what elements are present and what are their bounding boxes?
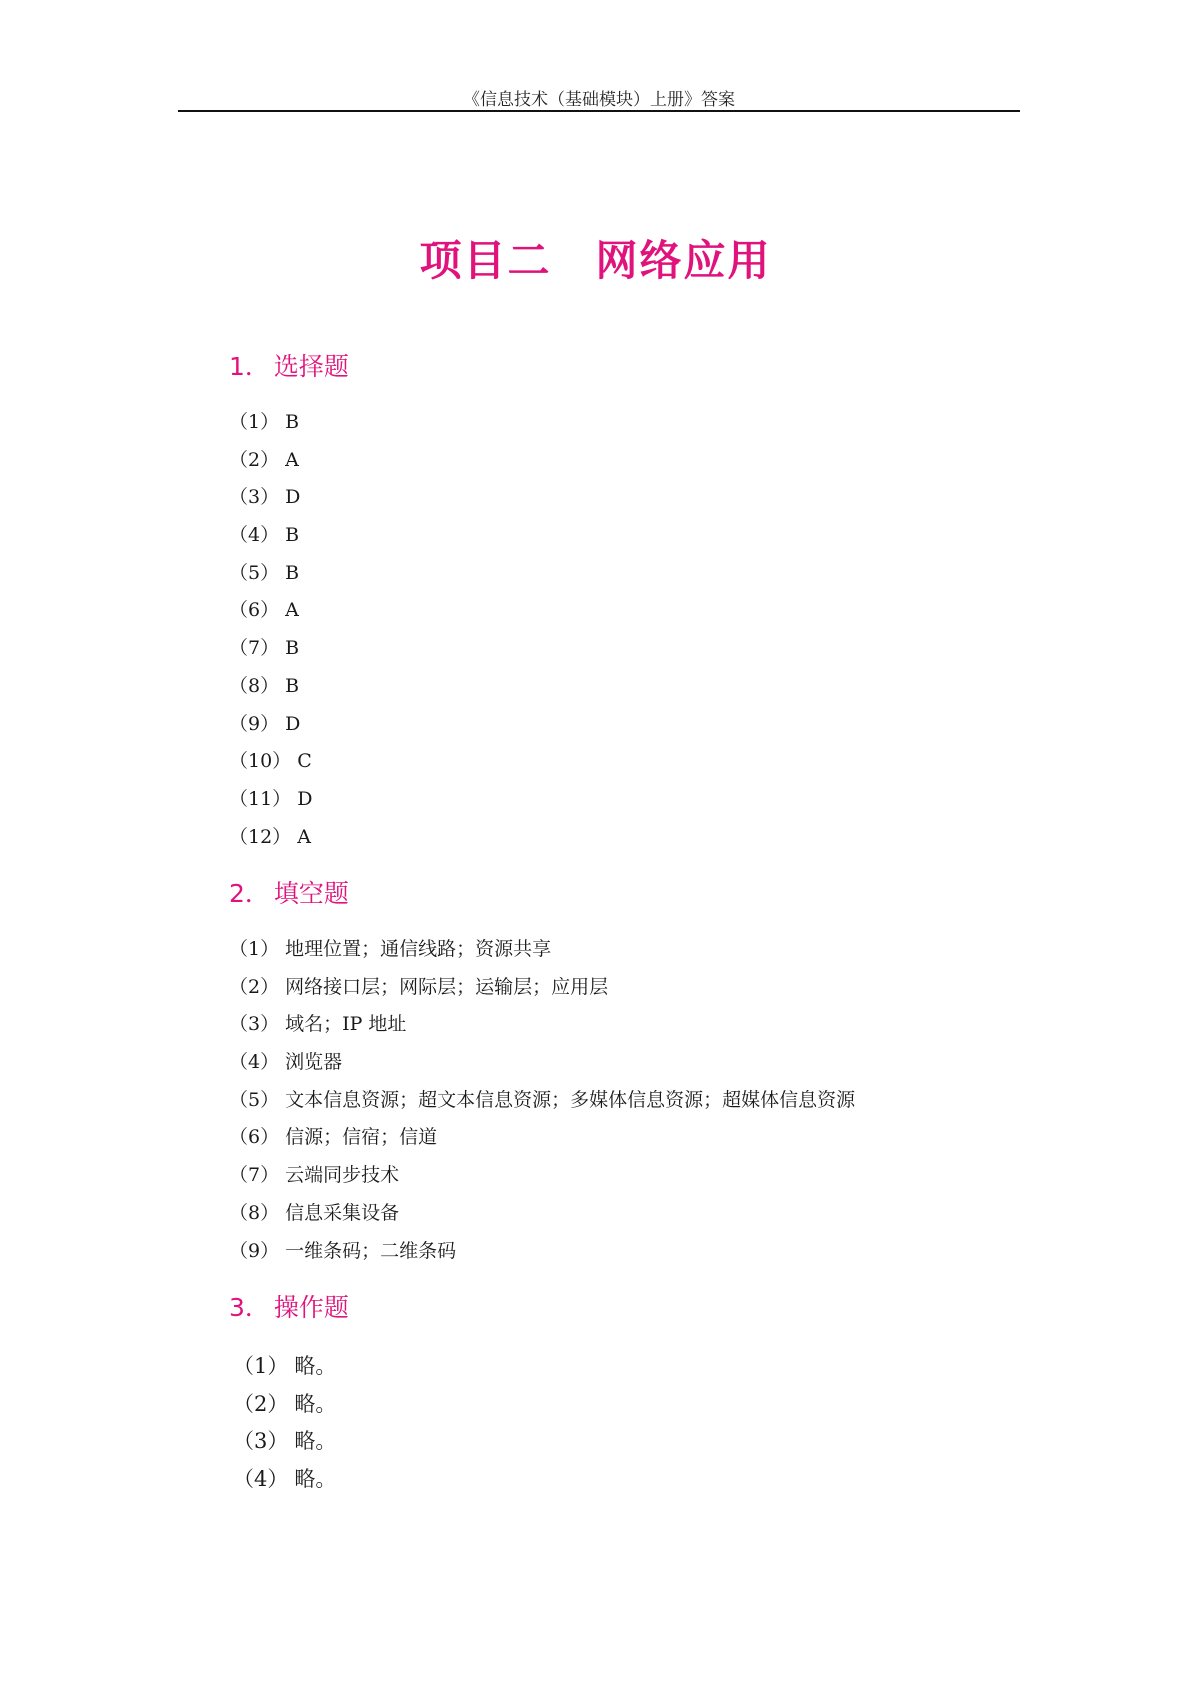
item-label: （12） bbox=[229, 825, 292, 848]
item-answer: 一维条码；二维条码 bbox=[285, 1239, 457, 1262]
list-item bbox=[229, 517, 312, 555]
item-label: （5） bbox=[229, 561, 280, 584]
item-label: （1） bbox=[229, 411, 280, 433]
section-number: 3． bbox=[229, 1293, 270, 1322]
item-label: （1） bbox=[233, 1354, 289, 1378]
page-header: 《信息技术（基础模块）上册》答案 bbox=[463, 90, 735, 110]
list-item bbox=[229, 1233, 855, 1271]
item-label: （2） bbox=[229, 975, 280, 998]
list-item bbox=[229, 1044, 855, 1082]
item-answer: C bbox=[297, 750, 312, 773]
header-rule bbox=[178, 110, 1020, 112]
item-answer: 浏览器 bbox=[285, 1051, 343, 1074]
list-item bbox=[233, 1461, 336, 1499]
list-item bbox=[229, 743, 312, 781]
section-title: 填空题 bbox=[273, 879, 349, 908]
item-answer: 地理位置；通信线路；资源共享 bbox=[285, 938, 552, 960]
item-answer: B bbox=[285, 524, 300, 547]
item-label: （6） bbox=[229, 599, 280, 622]
page-title bbox=[0, 228, 1191, 288]
item-answer: D bbox=[297, 787, 313, 810]
item-answer: B bbox=[285, 411, 300, 433]
list-item bbox=[229, 706, 312, 744]
item-label: （3） bbox=[233, 1429, 289, 1454]
list-item bbox=[229, 555, 312, 593]
item-answer: B bbox=[285, 674, 300, 697]
list-item bbox=[229, 404, 312, 442]
item-label: （3） bbox=[229, 486, 280, 509]
item-label: （6） bbox=[229, 1126, 280, 1149]
list-item bbox=[229, 781, 312, 819]
section-number: 1． bbox=[229, 352, 270, 381]
item-label: （10） bbox=[229, 750, 292, 773]
list-item bbox=[233, 1348, 336, 1386]
list-item bbox=[229, 969, 855, 1007]
list-item bbox=[229, 592, 312, 630]
item-label: （2） bbox=[233, 1391, 289, 1416]
list-item bbox=[229, 1157, 855, 1195]
section-heading-practical bbox=[229, 1288, 349, 1324]
item-answer: 略。 bbox=[294, 1354, 337, 1378]
item-answer: 略。 bbox=[294, 1467, 337, 1492]
section-title: 选择题 bbox=[273, 352, 349, 381]
list-item bbox=[229, 630, 312, 668]
item-answer: D bbox=[285, 712, 301, 735]
item-answer: B bbox=[285, 561, 300, 584]
section-number: 2． bbox=[229, 879, 270, 908]
item-label: （1） bbox=[229, 938, 280, 960]
item-answer: 网络接口层；网际层；运输层；应用层 bbox=[285, 975, 609, 998]
list-item bbox=[229, 479, 312, 517]
list-item bbox=[229, 668, 312, 706]
section-title: 操作题 bbox=[273, 1293, 349, 1322]
item-answer: 域名；IP 地址 bbox=[285, 1013, 407, 1036]
list-item bbox=[229, 1195, 855, 1233]
item-answer: A bbox=[285, 599, 299, 622]
item-label: （7） bbox=[229, 1164, 280, 1187]
item-label: （9） bbox=[229, 712, 280, 735]
item-answer: 信源；信宿；信道 bbox=[285, 1126, 438, 1149]
list-item bbox=[229, 1119, 855, 1157]
item-label: （2） bbox=[229, 448, 280, 471]
item-answer: 略。 bbox=[294, 1429, 337, 1454]
item-answer: 文本信息资源；超文本信息资源；多媒体信息资源；超媒体信息资源 bbox=[285, 1088, 856, 1111]
item-label: （4） bbox=[229, 524, 280, 547]
item-label: （8） bbox=[229, 674, 280, 697]
item-label: （5） bbox=[229, 1088, 280, 1111]
list-item bbox=[229, 442, 312, 480]
item-label: （11） bbox=[229, 787, 292, 810]
item-label: （7） bbox=[229, 637, 280, 660]
practical-answers bbox=[233, 1348, 336, 1499]
list-item bbox=[229, 931, 855, 969]
list-item bbox=[229, 819, 312, 857]
item-label: （4） bbox=[229, 1051, 280, 1074]
list-item bbox=[233, 1386, 336, 1424]
list-item bbox=[229, 1082, 855, 1120]
item-label: （8） bbox=[229, 1201, 280, 1224]
item-label: （4） bbox=[233, 1467, 289, 1492]
title-project-number: 项目二 bbox=[419, 236, 552, 285]
multiple-choice-answers bbox=[229, 404, 312, 856]
list-item bbox=[233, 1423, 336, 1461]
section-heading-fill-in-blank bbox=[229, 874, 349, 910]
item-answer: 略。 bbox=[294, 1391, 337, 1416]
item-answer: D bbox=[285, 486, 301, 509]
item-answer: 信息采集设备 bbox=[285, 1201, 400, 1224]
section-heading-multiple-choice bbox=[229, 347, 349, 383]
title-project-name: 网络应用 bbox=[595, 236, 772, 285]
list-item bbox=[229, 1006, 855, 1044]
item-answer: 云端同步技术 bbox=[285, 1164, 400, 1187]
item-answer: B bbox=[285, 637, 300, 660]
item-label: （9） bbox=[229, 1239, 280, 1262]
item-label: （3） bbox=[229, 1013, 280, 1036]
fill-in-blank-answers bbox=[229, 931, 855, 1270]
item-answer: A bbox=[285, 448, 299, 471]
item-answer: A bbox=[297, 825, 311, 848]
